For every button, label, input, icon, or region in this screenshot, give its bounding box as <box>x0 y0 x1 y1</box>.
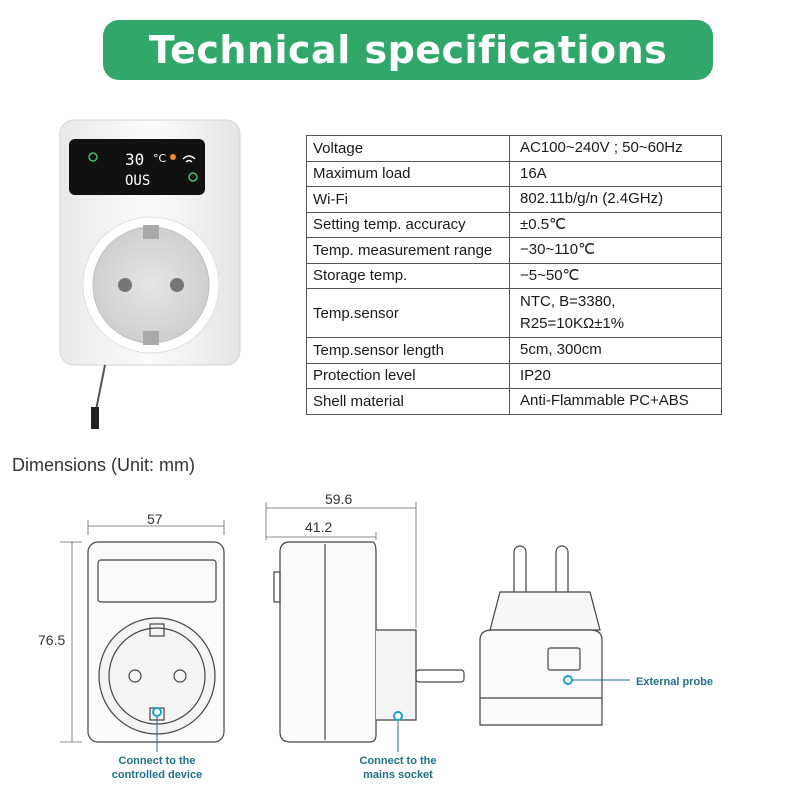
spec-table-body <box>307 136 722 415</box>
spec-key: Temp.sensor length <box>307 338 510 364</box>
spec-row <box>307 238 722 264</box>
spec-key: Setting temp. accuracy <box>307 212 510 238</box>
spec-value-line: IP20 <box>520 366 551 384</box>
spec-value-line: R25=10KΩ±1% <box>520 315 625 332</box>
front-view <box>60 520 224 742</box>
spec-key: Voltage <box>307 136 510 162</box>
display-status: OUS <box>125 173 151 189</box>
spec-key: Storage temp. <box>307 263 510 289</box>
spec-row <box>307 263 722 289</box>
spec-value-line: −5~50℃ <box>520 266 580 284</box>
display-unit: °C <box>153 152 167 165</box>
depth-body-label: 41.2 <box>305 519 333 535</box>
probe-callout: External probe <box>636 676 714 688</box>
back-view <box>480 546 602 725</box>
spec-row <box>307 389 722 415</box>
spec-value <box>510 212 722 238</box>
spec-key: Shell material <box>307 389 510 415</box>
heat-icon <box>170 154 176 160</box>
dimension-drawing <box>0 480 800 800</box>
spec-row <box>307 212 722 238</box>
mains-connection-marker <box>394 712 402 720</box>
spec-value <box>510 238 722 264</box>
device-connection-marker <box>153 708 161 716</box>
spec-key: Temp. measurement range <box>307 238 510 264</box>
spec-table <box>306 135 722 415</box>
side-view <box>266 502 464 742</box>
spec-value <box>510 263 722 289</box>
spec-value-line: AC100~240V ; 50~60Hz <box>520 139 683 157</box>
dimensions-title: Dimensions (Unit: mm) <box>12 455 196 475</box>
display-temperature: 30 <box>125 150 145 169</box>
spec-key: Protection level <box>307 363 510 389</box>
spec-row <box>307 187 722 213</box>
spec-key: Maximum load <box>307 161 510 187</box>
width-label: 57 <box>147 511 163 527</box>
spec-value-line: 5cm, 300cm <box>520 341 602 359</box>
mains-callout-line1: Connect to the <box>359 755 437 767</box>
spec-value-line: −30~110℃ <box>520 241 595 259</box>
spec-row <box>307 161 722 187</box>
mains-callout-line2: mains socket <box>363 769 433 781</box>
height-label: 76.5 <box>38 632 66 648</box>
spec-row <box>307 363 722 389</box>
spec-value <box>510 289 722 338</box>
spec-value-line: Anti-Flammable PC+ABS <box>520 392 689 410</box>
spec-value <box>510 389 722 415</box>
spec-value-line: 16A <box>520 164 547 182</box>
spec-value <box>510 136 722 162</box>
spec-value-line: ±0.5℃ <box>520 215 566 233</box>
spec-key: Wi-Fi <box>307 187 510 213</box>
spec-value <box>510 338 722 364</box>
spec-row <box>307 289 722 338</box>
spec-value-line: NTC, B=3380, <box>520 293 616 310</box>
page-title: Technical specifications <box>148 28 668 72</box>
product-image <box>55 115 245 435</box>
spec-row <box>307 338 722 364</box>
probe-port-marker <box>564 676 572 684</box>
depth-total-label: 59.6 <box>325 491 353 507</box>
spec-value <box>510 187 722 213</box>
title-banner <box>103 20 713 80</box>
spec-value <box>510 161 722 187</box>
spec-value-line: 802.11b/g/n (2.4GHz) <box>520 190 664 208</box>
spec-row <box>307 136 722 162</box>
device-callout-line2: controlled device <box>111 769 203 781</box>
spec-key: Temp.sensor <box>307 289 510 338</box>
device-callout-line1: Connect to the <box>118 755 196 767</box>
spec-value <box>510 363 722 389</box>
